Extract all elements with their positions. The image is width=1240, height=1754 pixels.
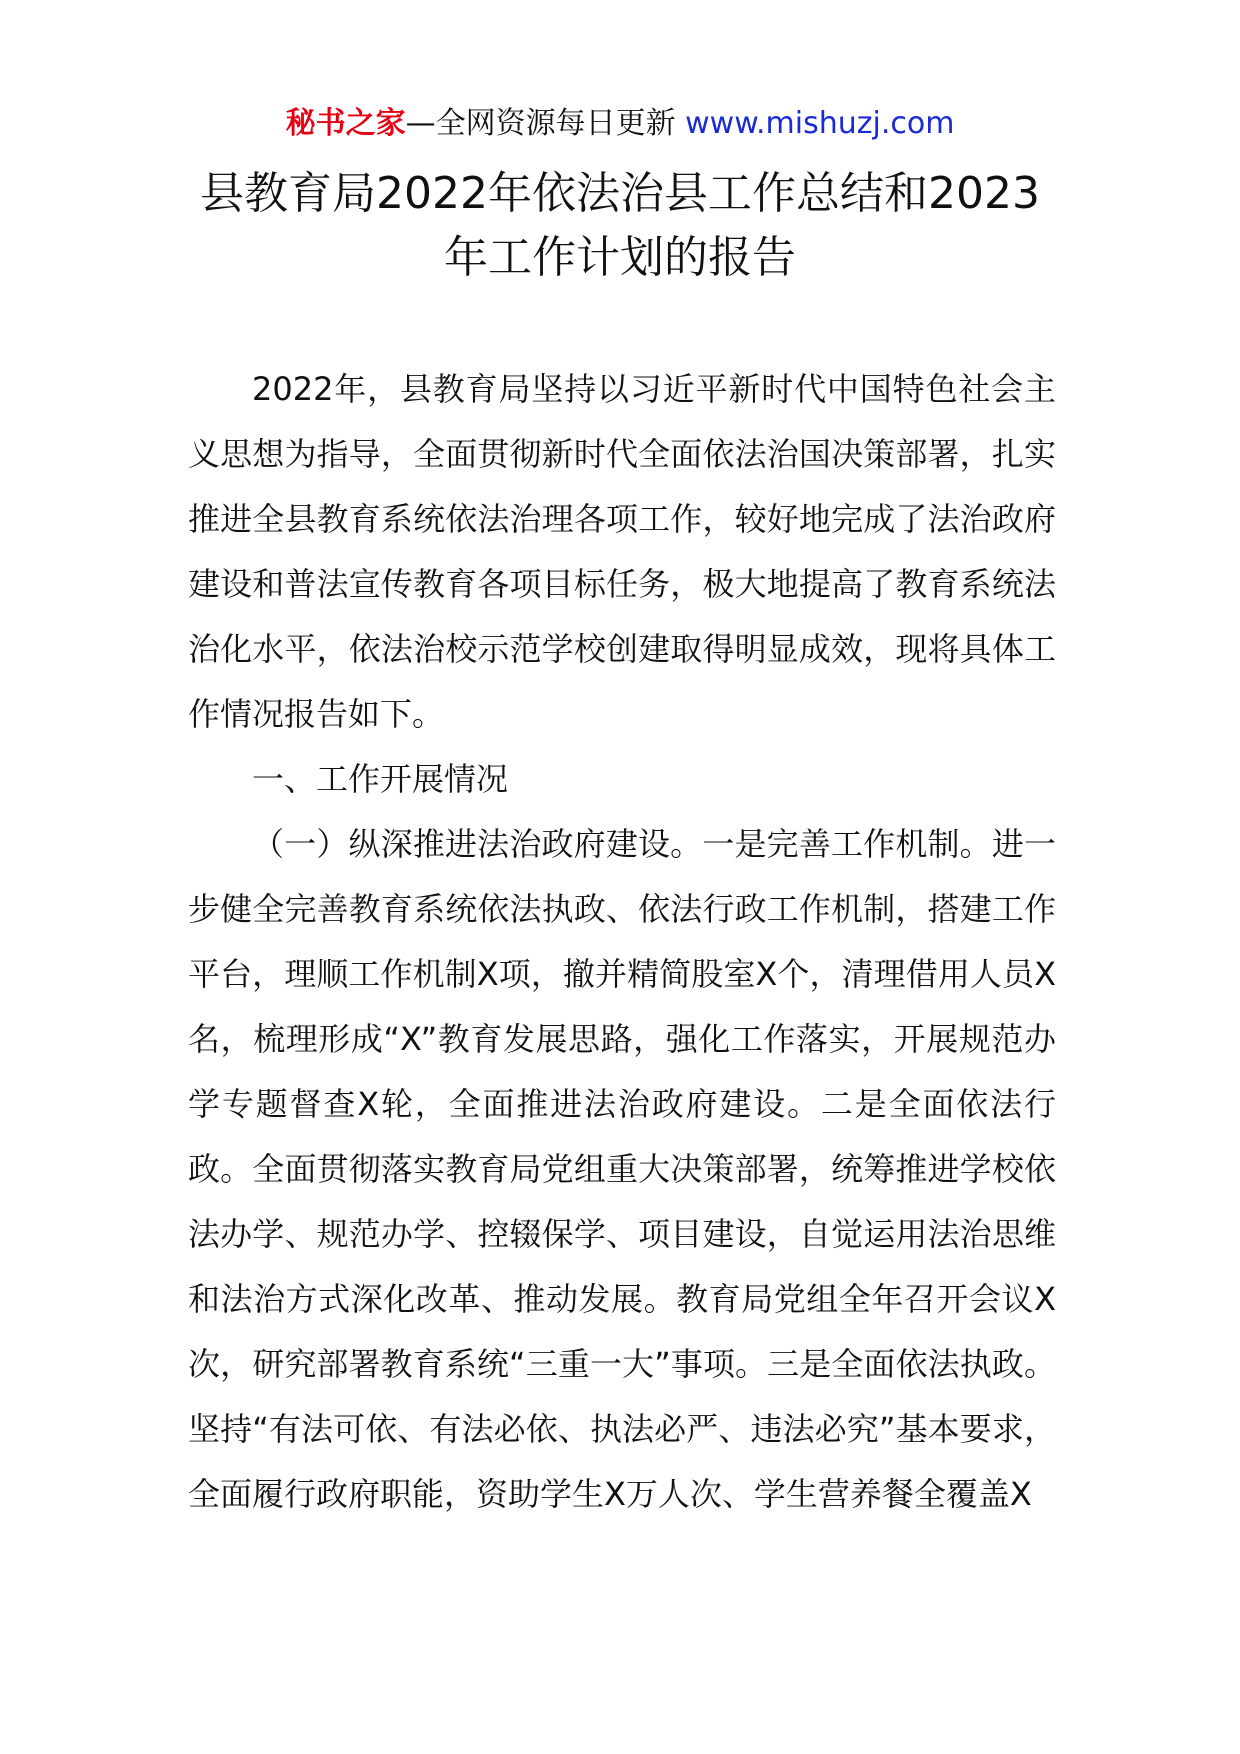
- brand-name: 秘书之家: [285, 106, 406, 141]
- title-line-2: 年工作计划的报告: [444, 232, 796, 283]
- banner-tagline: —全网资源每日更新: [405, 106, 676, 141]
- title-line-1: 县教育局2022年依法治县工作总结和2023: [200, 168, 1040, 219]
- site-url-link[interactable]: www.mishuzj.com: [685, 106, 955, 141]
- document-body: [188, 357, 1056, 1527]
- section-heading: 一、工作开展情况: [252, 760, 509, 798]
- body-paragraph: （一）纵深推进法治政府建设。一是完善工作机制。进一步健全完善教育系统依法执政、依法行政工作机制，搭建工作平台，理顺工作机制X项，撤并精简股室X个，清理借用人员X名，梳理形成“X”教育发展思路，强化工作落实，开展规范办学专题督查X轮，全面推进法治政府建设。二是全面依法行政。全面贯彻落实教育局党组重大决策部署，统筹推进学校依法办学、规范办学、控辍保学、项目建设，自觉运用法治思维和法治方式深化改革、推动发展。教育局党组全年召开会议X次，研究部署教育系统“三重一大”事项。三是全面依法执政。坚持“有法可依、有法必依、执法必严、违法必究”基本要求，全面履行政府职能，资助学生X万人次、学生营养餐全覆盖X: [188, 825, 1056, 1513]
- document-title: [150, 162, 1090, 290]
- intro-paragraph: 2022年，县教育局坚持以习近平新时代中国特色社会主义思想为指导，全面贯彻新时代全面依法治国决策部署，扎实推进全县教育系统依法治理各项工作，较好地完成了法治政府建设和普法宣传教育各项目标任务，极大地提高了教育系统法治化水平，依法治校示范学校创建取得明显成效，现将具体工作情况报告如下。: [188, 370, 1056, 733]
- site-banner: [0, 104, 1240, 144]
